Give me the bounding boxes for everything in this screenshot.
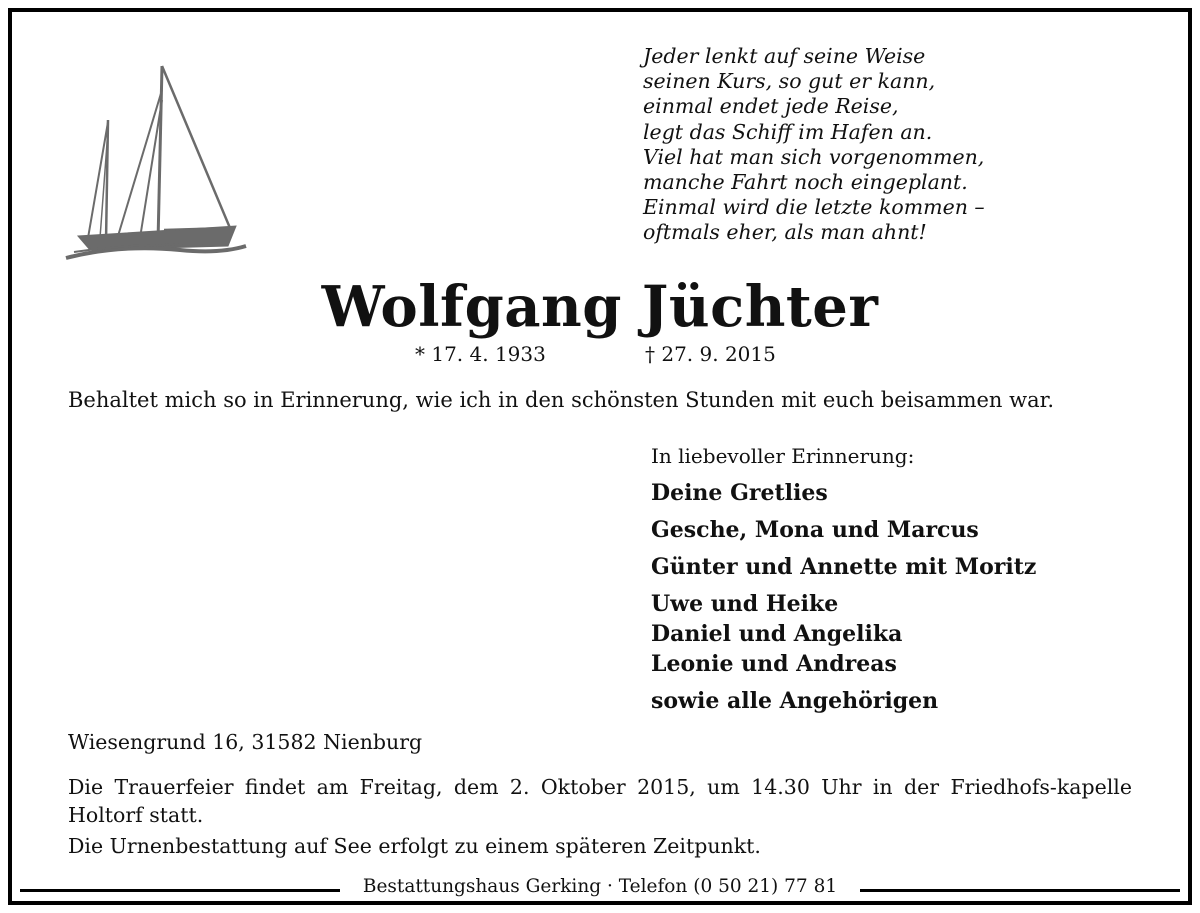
poem-line: Viel hat man sich vorgenommen,: [643, 144, 985, 169]
footer-imprint: [0, 876, 1200, 897]
motto: Behaltet mich so in Erinnerung, wie ich in den schönsten Stunden mit euch beisammen war.: [68, 388, 1055, 412]
poem-line: einmal endet jede Reise,: [643, 94, 899, 119]
funeral-home-contact: Bestattungshaus Gerking · Telefon (0 50 21) 77 81: [357, 876, 843, 897]
poem-line: Einmal wird die letzte kommen –: [643, 195, 985, 220]
deceased-name: Wolfgang Jüchter: [321, 274, 879, 340]
poem-line: manche Fahrt noch eingeplant.: [643, 170, 968, 195]
mourner-line: Leonie und Andreas: [651, 651, 897, 677]
remembrance-intro: In liebevoller Erinnerung:: [651, 444, 915, 468]
poem-line: oftmals eher, als man ahnt!: [643, 220, 927, 245]
mourner-line: Uwe und Heike: [651, 591, 839, 617]
mourner-line: Günter und Annette mit Moritz: [651, 554, 1037, 580]
mourner-line: Deine Gretlies: [651, 480, 828, 506]
mourner-line: Gesche, Mona und Marcus: [651, 517, 979, 543]
sailboat-icon: [60, 60, 250, 265]
death-date: † 27. 9. 2015: [645, 342, 776, 366]
poem-line: legt das Schiff im Hafen an.: [643, 119, 933, 144]
poem-line: Jeder lenkt auf seine Weise: [643, 44, 926, 68]
funeral-info: Die Trauerfeier findet am Freitag, dem 2. Oktober 2015, um 14.30 Uhr in der Friedhofs-kapelle Holtorf statt.: [68, 775, 1132, 827]
address: Wiesengrund 16, 31582 Nienburg: [68, 730, 423, 754]
mourner-line: sowie alle Angehörigen: [651, 688, 939, 714]
poem-line: seinen Kurs, so gut er kann,: [643, 69, 936, 94]
birth-date: * 17. 4. 1933: [415, 342, 546, 366]
mourner-line: Daniel und Angelika: [651, 621, 903, 647]
burial-info: Die Urnenbestattung auf See erfolgt zu einem späteren Zeitpunkt.: [68, 834, 761, 858]
poem: [643, 44, 985, 246]
